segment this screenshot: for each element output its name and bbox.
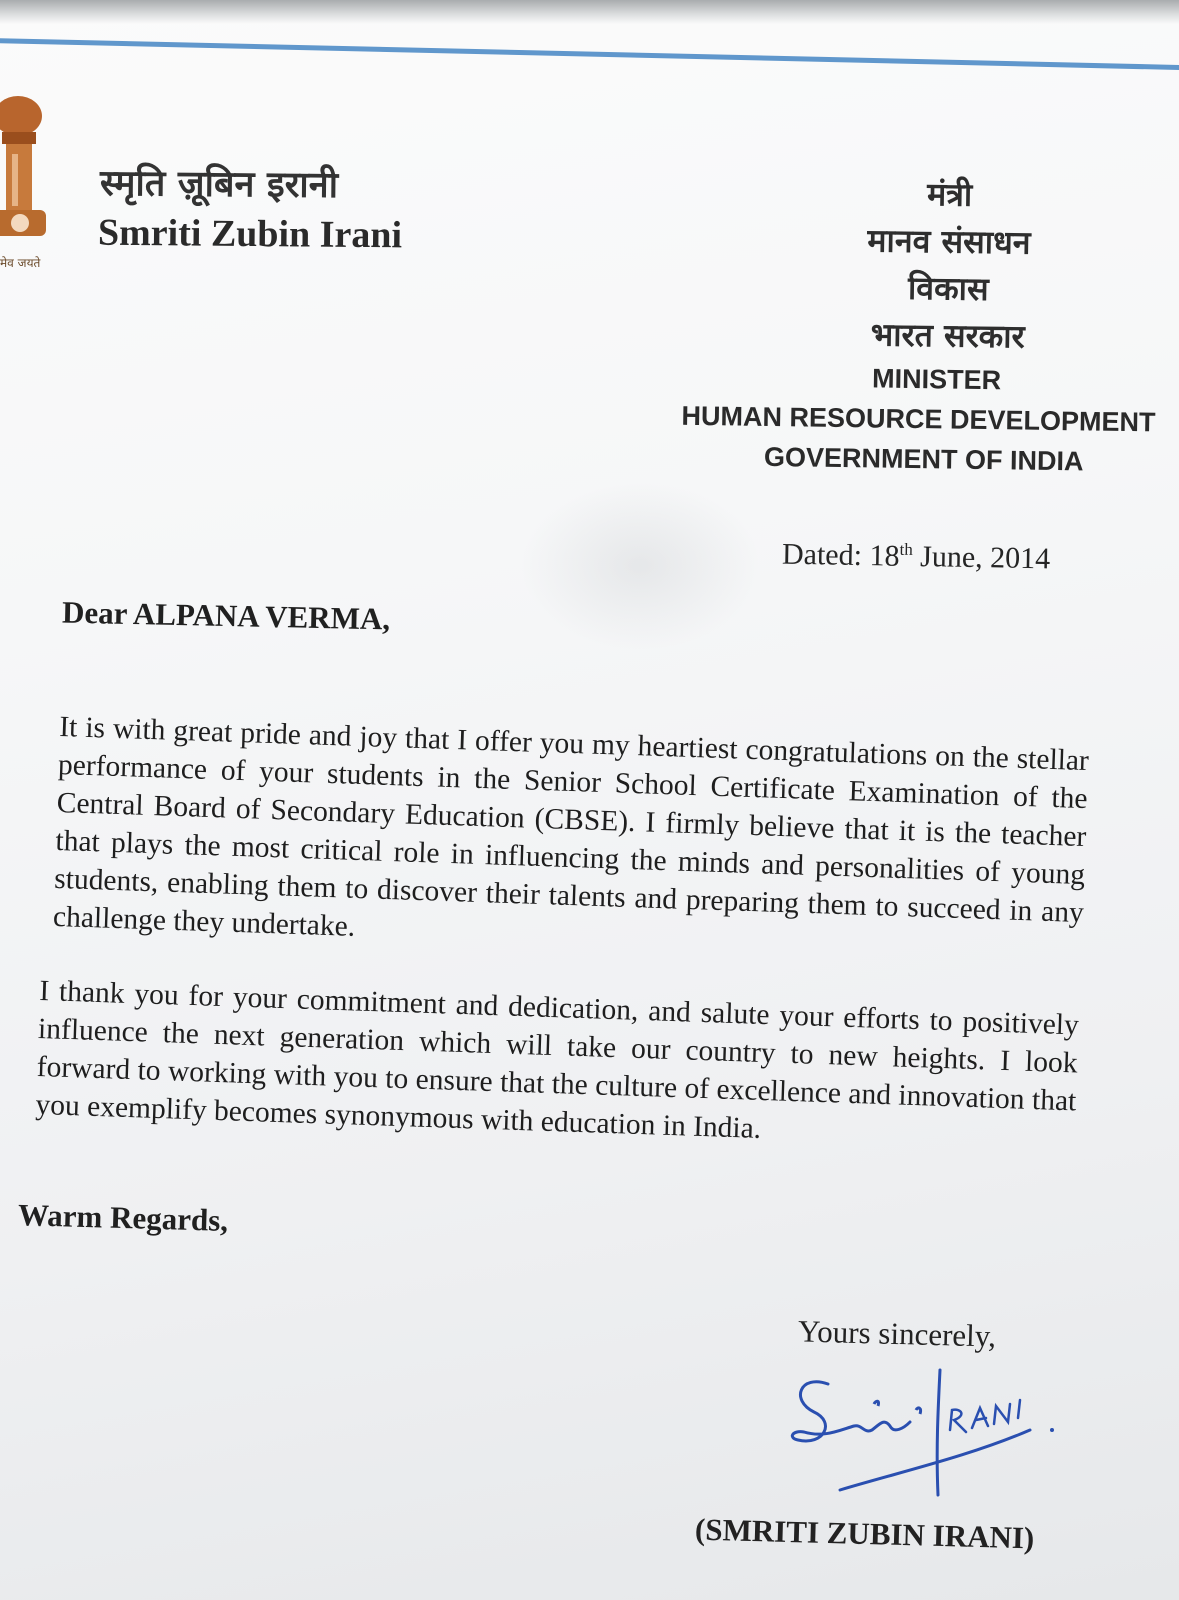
letter-date	[782, 538, 1051, 577]
closing: Warm Regards,	[17, 1197, 229, 1238]
letterhead-rule	[0, 38, 1179, 71]
office-hindi-line: विकास	[907, 268, 989, 309]
date-prefix: Dated: 18	[781, 537, 900, 573]
name-hindi: स्मृति ज़ूबिन इरानी	[99, 162, 339, 207]
office-designation	[681, 168, 1179, 483]
body-paragraph: I thank you for your commitment and dedication, and salute your efforts to positively influence the next generation which will take our country to new heights. I look forward to working with you to ensure that the culture of excellence and innovation that you exemplify becomes synonymous with education in India.	[35, 974, 1080, 1145]
office-hindi-line: भारत सरकार	[870, 315, 1025, 356]
emblem-motto: मेव जयते	[0, 256, 41, 270]
glare	[520, 480, 760, 650]
office-english-line: MINISTER	[871, 363, 1002, 396]
name-english: Smriti Zubin Irani	[97, 211, 403, 257]
date-ordinal: th	[899, 539, 914, 559]
signoff: Yours sincerely,	[797, 1313, 997, 1354]
office-english-line: GOVERNMENT OF INDIA	[763, 441, 1084, 477]
salutation: Dear ALPANA VERMA,	[61, 594, 391, 637]
signature-mark	[780, 1360, 1080, 1510]
body-paragraph: It is with great pride and joy that I offer you my heartiest congratulations on the stellar performance of your students in the Senior School Certificate Examination of the Central Board of Secondary Education (CBSE). I firmly believe that it is the teacher that plays the most critical role in influencing the minds and personalities of young students, enabling them to discover their talents and preparing them to succeed in any challenge they undertake.	[52, 710, 1090, 943]
date-rest: June, 2014	[912, 539, 1051, 576]
national-emblem-icon	[0, 88, 58, 248]
signatory-name: (SMRITI ZUBIN IRANI)	[694, 1511, 1035, 1556]
office-english-line: HUMAN RESOURCE DEVELOPMENT	[681, 400, 1156, 438]
office-hindi-line: मंत्री	[926, 175, 973, 214]
office-hindi-line: मानव संसाधन	[867, 221, 1031, 262]
frame-shadow	[0, 0, 1179, 24]
